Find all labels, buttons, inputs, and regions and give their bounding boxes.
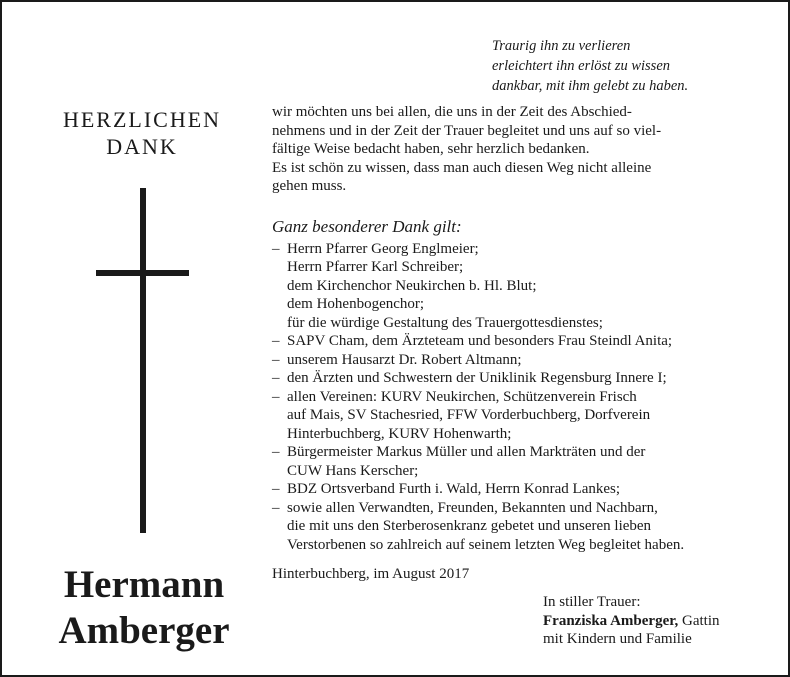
list-item bbox=[272, 480, 754, 499]
intro-line: Es ist schön zu wissen, dass man auch diesen Weg nicht alleine bbox=[272, 159, 652, 176]
intro-line: wir möchten uns bei allen, die uns in der Zeit des Abschied- bbox=[272, 104, 632, 120]
cross-horizontal-bar bbox=[96, 270, 189, 276]
list-item-line: unserem Hausarzt Dr. Robert Altmann; bbox=[287, 351, 522, 368]
list-item-line: Bürgermeister Markus Müller und allen Markträten und der bbox=[287, 444, 646, 460]
thanks-heading-line2: DANK bbox=[106, 134, 178, 159]
place-and-date: Hinterbuchberg, im August 2017 bbox=[272, 566, 470, 582]
dash-marker: – bbox=[272, 333, 280, 349]
special-thanks-heading: Ganz besonderer Dank gilt: bbox=[272, 216, 462, 236]
cross-vertical-bar bbox=[140, 188, 146, 533]
dash-marker: – bbox=[272, 481, 280, 497]
list-item-line: dem Hohenbogenchor; bbox=[287, 296, 425, 312]
deceased-first-name: Hermann bbox=[63, 563, 225, 606]
list-item-line: auf Mais, SV Stachesried, FFW Vorderbuchberg, Dorfverein bbox=[287, 407, 651, 423]
list-item-line: CUW Hans Kerscher; bbox=[287, 462, 419, 479]
list-item-line: Herrn Pfarrer Karl Schreiber; bbox=[287, 259, 464, 275]
intro-line: fältige Weise bedacht haben, sehr herzlich bedanken. bbox=[272, 141, 590, 157]
list-item-line: SAPV Cham, dem Ärzteteam und besonders Frau Steindl Anita; bbox=[287, 333, 673, 349]
motto bbox=[492, 36, 752, 96]
intro-paragraph bbox=[272, 103, 754, 196]
list-item bbox=[272, 443, 754, 480]
dash-marker: – bbox=[272, 444, 280, 460]
list-item-line: die mit uns den Sterberosenkranz gebetet und unseren lieben bbox=[287, 518, 652, 534]
motto-line: erleichtert ihn erlöst zu wissen bbox=[492, 58, 671, 74]
motto-line: Traurig ihn zu verlieren bbox=[492, 38, 631, 54]
dash-marker: – bbox=[272, 240, 280, 257]
dash-marker: – bbox=[272, 388, 280, 405]
special-thanks-list bbox=[272, 240, 754, 555]
thanks-heading bbox=[22, 106, 262, 160]
list-item-line: Herrn Pfarrer Georg Englmeier; bbox=[287, 240, 479, 257]
list-item-line: allen Vereinen: KURV Neukirchen, Schützenverein Frisch bbox=[287, 388, 637, 405]
list-item bbox=[272, 240, 754, 333]
list-item-line: BDZ Ortsverband Furth i. Wald, Herrn Konrad Lankes; bbox=[287, 481, 621, 497]
main-text bbox=[272, 103, 754, 554]
signature-block bbox=[543, 593, 773, 649]
list-item-line: für die würdige Gestaltung des Trauergottesdienstes; bbox=[287, 314, 603, 331]
deceased-last-name: Amberger bbox=[58, 609, 230, 652]
dash-marker: – bbox=[272, 351, 280, 368]
intro-line: gehen muss. bbox=[272, 178, 347, 194]
list-item-line: dem Kirchenchor Neukirchen b. Hl. Blut; bbox=[287, 277, 537, 294]
signature-name: Franziska Amberger, bbox=[543, 612, 679, 629]
list-item-line: Hinterbuchberg, KURV Hohenwarth; bbox=[287, 425, 512, 442]
thanks-heading-line1: HERZLICHEN bbox=[62, 107, 222, 132]
signature-relation: Gattin bbox=[678, 612, 720, 629]
list-item bbox=[272, 351, 754, 370]
motto-line: dankbar, mit ihm gelebt zu haben. bbox=[492, 78, 689, 94]
list-item-line: sowie allen Verwandten, Freunden, Bekannten und Nachbarn, bbox=[287, 499, 658, 516]
list-item bbox=[272, 388, 754, 444]
dash-marker: – bbox=[272, 499, 280, 516]
signature-family: mit Kindern und Familie bbox=[543, 631, 692, 647]
dash-marker: – bbox=[272, 370, 280, 386]
list-item bbox=[272, 499, 754, 555]
list-item bbox=[272, 369, 754, 388]
signature-intro: In stiller Trauer: bbox=[543, 594, 641, 610]
intro-line: nehmens und in der Zeit der Trauer begleitet und uns auf so viel- bbox=[272, 122, 662, 139]
list-item bbox=[272, 332, 754, 351]
list-item-line: den Ärzten und Schwestern der Uniklinik Regensburg Innere I; bbox=[287, 370, 667, 386]
signature-name-line bbox=[543, 612, 773, 631]
list-item-line: Verstorbenen so zahlreich auf seinem letzten Weg begleitet haben. bbox=[287, 536, 685, 553]
deceased-name bbox=[20, 562, 268, 654]
